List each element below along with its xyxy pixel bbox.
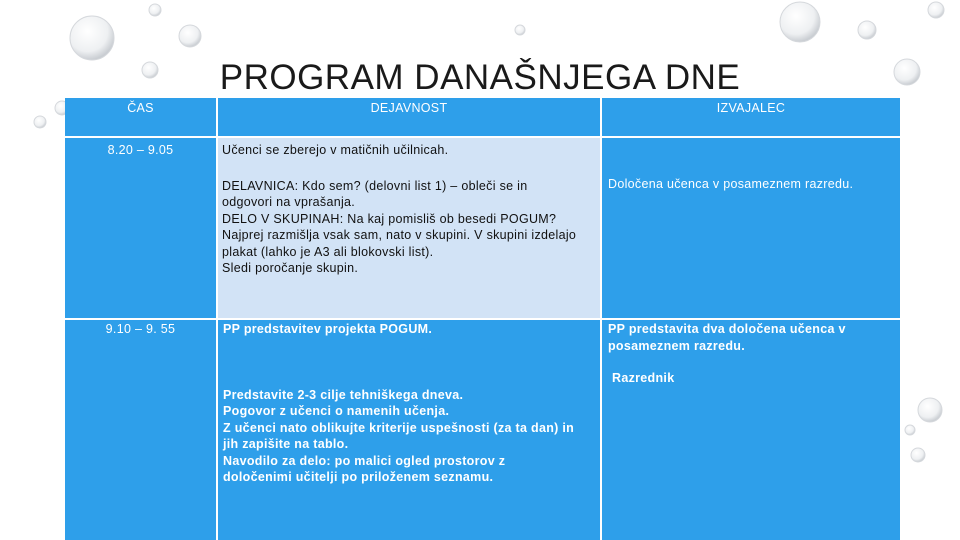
row2-activity-line: Predstavite 2-3 cilje tehniškega dneva. xyxy=(223,387,464,402)
row1-activity-line: DELAVNICA: Kdo sem? (delovni list 1) – obleči se in xyxy=(222,178,528,193)
row2-activity-line: Pogovor z učenci o namenih učenja. xyxy=(223,404,450,418)
row2-activity-line: določenimi učitelji po priloženem seznamu. xyxy=(223,470,494,484)
row2-performer-line: posameznem razredu. xyxy=(608,338,745,353)
row2-performer xyxy=(602,320,900,540)
row1-activity-line: plakat (lahko je A3 ali blokovski list). xyxy=(222,244,434,259)
header-izvajalec: IZVAJALEC xyxy=(602,98,900,136)
header-cas: ČAS xyxy=(65,98,216,136)
row1-activity-line: Sledi poročanje skupin. xyxy=(222,261,359,275)
row1-activity-line: Najprej razmišlja vsak sam, nato v skupini. V skupini izdelajo xyxy=(222,228,577,242)
slide-title: PROGRAM DANAŠNJEGA DNE xyxy=(219,58,741,97)
row1-time: 8.20 – 9.05 xyxy=(65,138,216,318)
row1-performer: Določena učenca v posameznem razredu. xyxy=(602,138,900,318)
row1-activity-line: odgovori na vprašanja. xyxy=(222,195,356,209)
row2-activity-line: Z učenci nato oblikujte kriterije uspešnosti (za ta dan) in xyxy=(223,420,575,435)
row1-activity-line: DELO V SKUPINAH: Na kaj pomisliš ob besedi POGUM? xyxy=(222,211,557,226)
row2-time: 9.10 – 9. 55 xyxy=(65,320,216,540)
header-dejavnost: DEJAVNOST xyxy=(218,98,600,136)
row2-performer-line: PP predstavita dva določena učenca v xyxy=(608,322,846,336)
row2-activity xyxy=(218,320,600,540)
row2-performer-note: Razrednik xyxy=(612,371,675,385)
row1-activity-intro: Učenci se zberejo v matičnih učilnicah. xyxy=(222,143,449,157)
row2-activity-line: Navodilo za delo: po malici ogled prostorov z xyxy=(223,453,506,468)
row2-activity-intro: PP predstavitev projekta POGUM. xyxy=(223,322,433,336)
row1-activity xyxy=(218,138,600,318)
row2-activity-line: jih zapišite na tablo. xyxy=(223,437,349,451)
